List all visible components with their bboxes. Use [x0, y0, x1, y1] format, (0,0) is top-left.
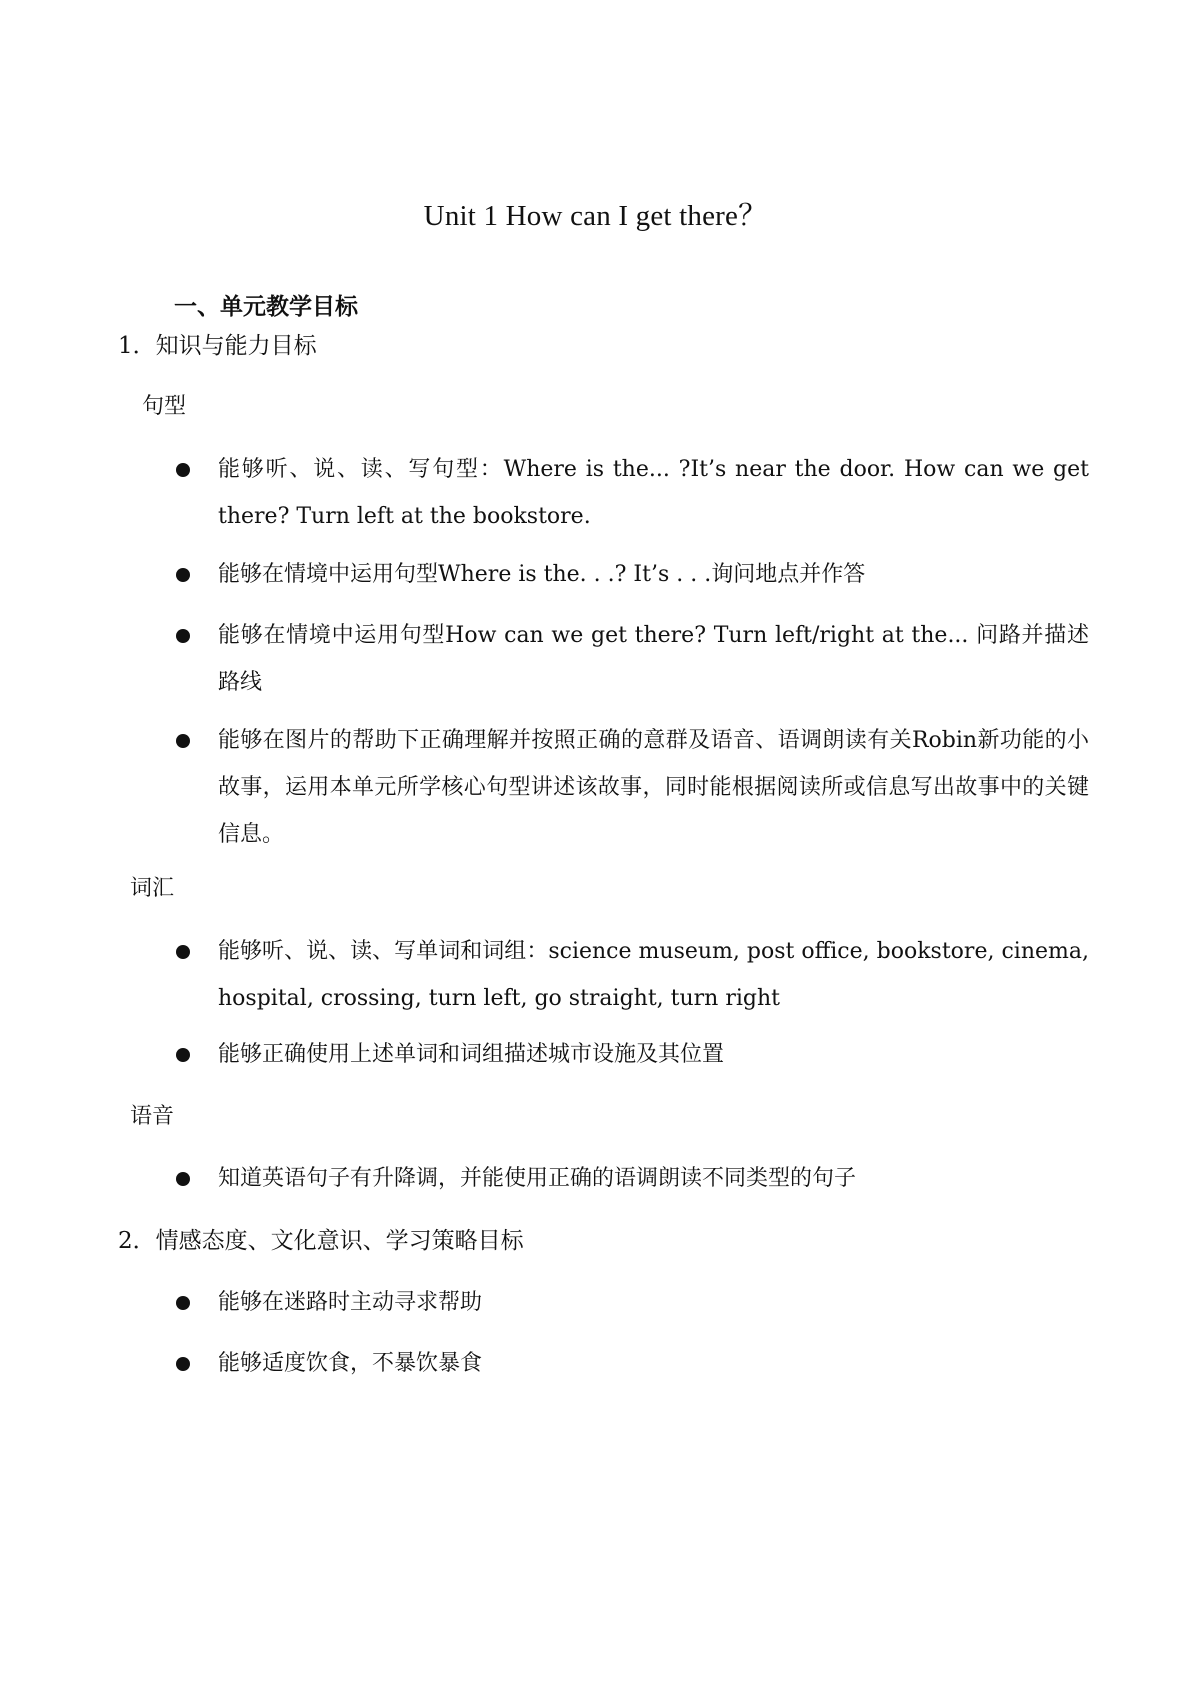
list-item-text: 能够正确使用上述单词和词组描述城市设施及其位置 — [218, 1042, 725, 1067]
list-item — [174, 928, 1089, 1022]
vocabulary-label: 词汇 — [130, 876, 175, 901]
bullet-icon — [174, 551, 218, 598]
list-item-text: 能够在图片的帮助下正确理解并按照正确的意群及语音、语调朗读有关Robin新功能的小故事，运用本单元所学核心句型讲述该故事，同时能根据阅读所或信息写出故事中的关键信息。 — [218, 728, 1089, 847]
sentence-patterns-label: 句型 — [142, 394, 187, 419]
section-heading: 一、单元教学目标 — [174, 293, 358, 320]
bullet-icon — [174, 1279, 218, 1326]
pronunciation-label: 语音 — [130, 1104, 175, 1129]
list-item-text: 能够听、说、读、写单词和词组：science museum, post office, bookstore, cinema, hospital, crossing, turn left, go straight, turn right — [218, 939, 1089, 1011]
bullet-icon — [174, 717, 218, 858]
section-2-title: 2．情感态度、文化意识、学习策略目标 — [118, 1228, 524, 1254]
bullet-icon — [174, 928, 218, 1022]
list-item — [174, 612, 1089, 706]
list-item-text: 知道英语句子有升降调，并能使用正确的语调朗读不同类型的句子 — [218, 1166, 857, 1191]
list-item — [174, 551, 1089, 598]
bullet-icon — [174, 446, 218, 540]
bullet-icon — [174, 1340, 218, 1387]
list-item-text: 能够听、说、读、写句型：Where is the... ?It’s near the door. How can we get there? Turn left at the bookstore. — [218, 457, 1089, 529]
list-item-text: 能够在情境中运用句型How can we get there? Turn left/right at the... 问路并描述路线 — [218, 623, 1089, 695]
list-item — [174, 717, 1089, 858]
bullet-icon — [174, 1155, 218, 1202]
bullet-icon — [174, 612, 218, 706]
list-item — [174, 1340, 1089, 1387]
document-title: Unit 1 How can I get there？ — [423, 200, 768, 232]
list-item — [174, 446, 1089, 540]
list-item-text: 能够在迷路时主动寻求帮助 — [218, 1290, 483, 1315]
list-item — [174, 1031, 1089, 1078]
list-item — [174, 1155, 1089, 1202]
bullet-icon — [174, 1031, 218, 1078]
section-1-title: 1．知识与能力目标 — [118, 333, 317, 359]
list-item — [174, 1279, 1089, 1326]
list-item-text: 能够在情境中运用句型Where is the. . .? It’s . . .询问地点并作答 — [218, 562, 866, 587]
list-item-text: 能够适度饮食，不暴饮暴食 — [218, 1351, 483, 1376]
